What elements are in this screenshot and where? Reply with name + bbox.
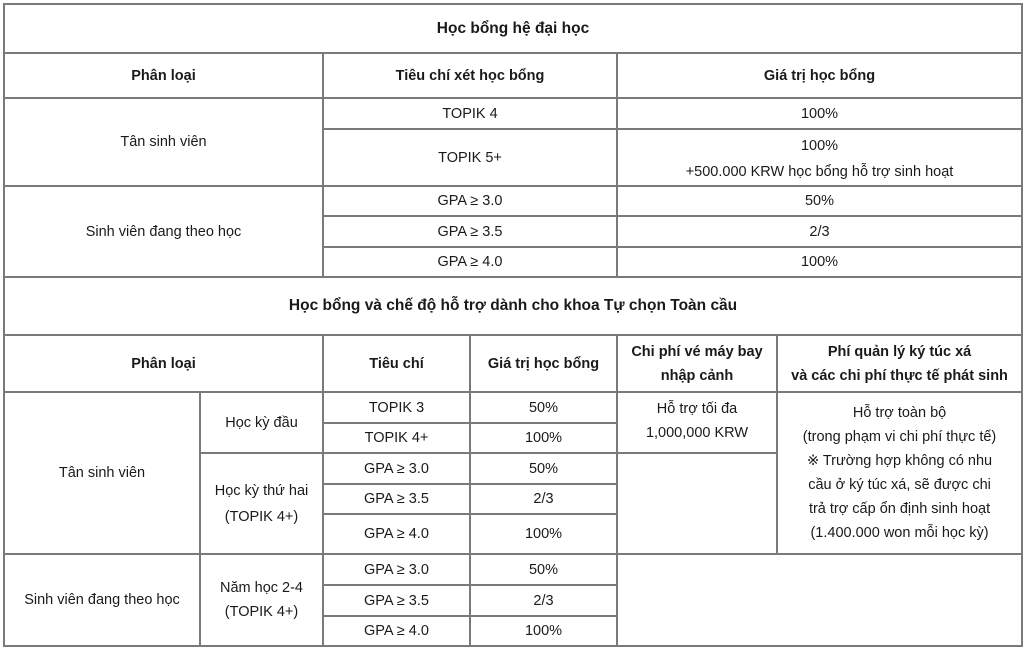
value-cell: 100% — [470, 616, 617, 646]
value-cell: 50% — [470, 453, 617, 484]
value-main: 100% — [800, 138, 839, 154]
dorm-line: Hỗ trợ toàn bộ — [852, 405, 947, 421]
header-value: Giá trị học bổng — [470, 335, 617, 392]
dorm-line: (1.400.000 won mỗi học kỳ) — [810, 525, 989, 541]
criteria-cell: GPA ≥ 3.0 — [323, 554, 470, 585]
criteria-cell: GPA ≥ 4.0 — [323, 514, 470, 554]
table-row — [4, 554, 1022, 585]
value-cell: 100% — [470, 514, 617, 554]
value-cell: 50% — [470, 392, 617, 423]
header-criteria: Tiêu chí xét học bổng — [323, 53, 617, 98]
header-dorm — [777, 335, 1022, 392]
undergrad-header-row — [4, 53, 1022, 98]
header-category: Phân loại — [4, 53, 323, 98]
flight-line1: Hỗ trợ tối đa — [656, 401, 738, 417]
criteria-cell: GPA ≥ 3.0 — [323, 453, 470, 484]
category-freshman: Tân sinh viên — [4, 392, 200, 554]
global-scholarship-table — [3, 276, 1023, 647]
header-category: Phân loại — [4, 335, 323, 392]
undergrad-title: Học bổng hệ đại học — [4, 4, 1022, 53]
header-flight-line1: Chi phí vé máy bay — [631, 343, 763, 360]
second-semester-line2: (TOPIK 4+) — [224, 508, 299, 525]
second-semester-line1: Học kỳ thứ hai — [214, 482, 309, 499]
global-header-row — [4, 335, 1022, 392]
value-cell: 2/3 — [617, 216, 1022, 247]
value-cell: 2/3 — [470, 484, 617, 514]
dorm-support-cell — [777, 392, 1022, 554]
criteria-cell: GPA ≥ 4.0 — [323, 616, 470, 646]
header-dorm-line1: Phí quản lý ký túc xá — [827, 343, 972, 360]
value-cell: 100% — [470, 423, 617, 453]
criteria-cell: TOPIK 4+ — [323, 423, 470, 453]
category-current-student: Sinh viên đang theo học — [4, 554, 200, 646]
year-line1: Năm học 2-4 — [219, 580, 303, 596]
criteria-cell: TOPIK 3 — [323, 392, 470, 423]
header-dorm-line2: và các chi phí thực tế phát sinh — [791, 367, 1008, 384]
value-extra: +500.000 KRW học bổng hỗ trợ sinh hoạt — [685, 164, 954, 180]
flight-support-cell — [617, 392, 777, 453]
criteria-cell: TOPIK 5+ — [323, 129, 617, 186]
subcategory-first-semester: Học kỳ đầu — [200, 392, 323, 453]
criteria-cell: GPA ≥ 3.5 — [323, 585, 470, 616]
criteria-cell: GPA ≥ 3.5 — [323, 216, 617, 247]
value-cell: 2/3 — [470, 585, 617, 616]
dorm-line: (trong phạm vi chi phí thực tế) — [802, 429, 997, 445]
table-row — [4, 98, 1022, 129]
support-empty-cell — [617, 554, 1022, 646]
dorm-line: ※ Trường hợp không có nhu — [806, 453, 993, 469]
header-flight — [617, 335, 777, 392]
subcategory-second-semester — [200, 453, 323, 554]
table-row — [4, 186, 1022, 216]
category-current-student: Sinh viên đang theo học — [4, 186, 323, 277]
header-value: Giá trị học bổng — [617, 53, 1022, 98]
header-flight-line2: nhập cảnh — [660, 367, 734, 384]
flight-line2: 1,000,000 KRW — [645, 425, 749, 441]
value-cell: 100% — [617, 247, 1022, 277]
year-line2: (TOPIK 4+) — [224, 604, 299, 620]
value-cell: 50% — [617, 186, 1022, 216]
criteria-cell: GPA ≥ 3.5 — [323, 484, 470, 514]
table-row — [4, 392, 1022, 423]
header-criteria: Tiêu chí — [323, 335, 470, 392]
criteria-cell: GPA ≥ 3.0 — [323, 186, 617, 216]
value-cell: 50% — [470, 554, 617, 585]
value-cell — [617, 129, 1022, 186]
global-title: Học bổng và chế độ hỗ trợ dành cho khoa Tự chọn Toàn cầu — [4, 277, 1022, 335]
value-cell: 100% — [617, 98, 1022, 129]
undergrad-scholarship-table — [3, 3, 1023, 278]
dorm-line: cầu ở ký túc xá, sẽ được chi — [808, 477, 991, 493]
category-freshman: Tân sinh viên — [4, 98, 323, 186]
dorm-line: trả trợ cấp ổn định sinh hoạt — [808, 501, 991, 517]
flight-empty-cell — [617, 453, 777, 554]
criteria-cell: GPA ≥ 4.0 — [323, 247, 617, 277]
subcategory-year-2-4 — [200, 554, 323, 646]
criteria-cell: TOPIK 4 — [323, 98, 617, 129]
